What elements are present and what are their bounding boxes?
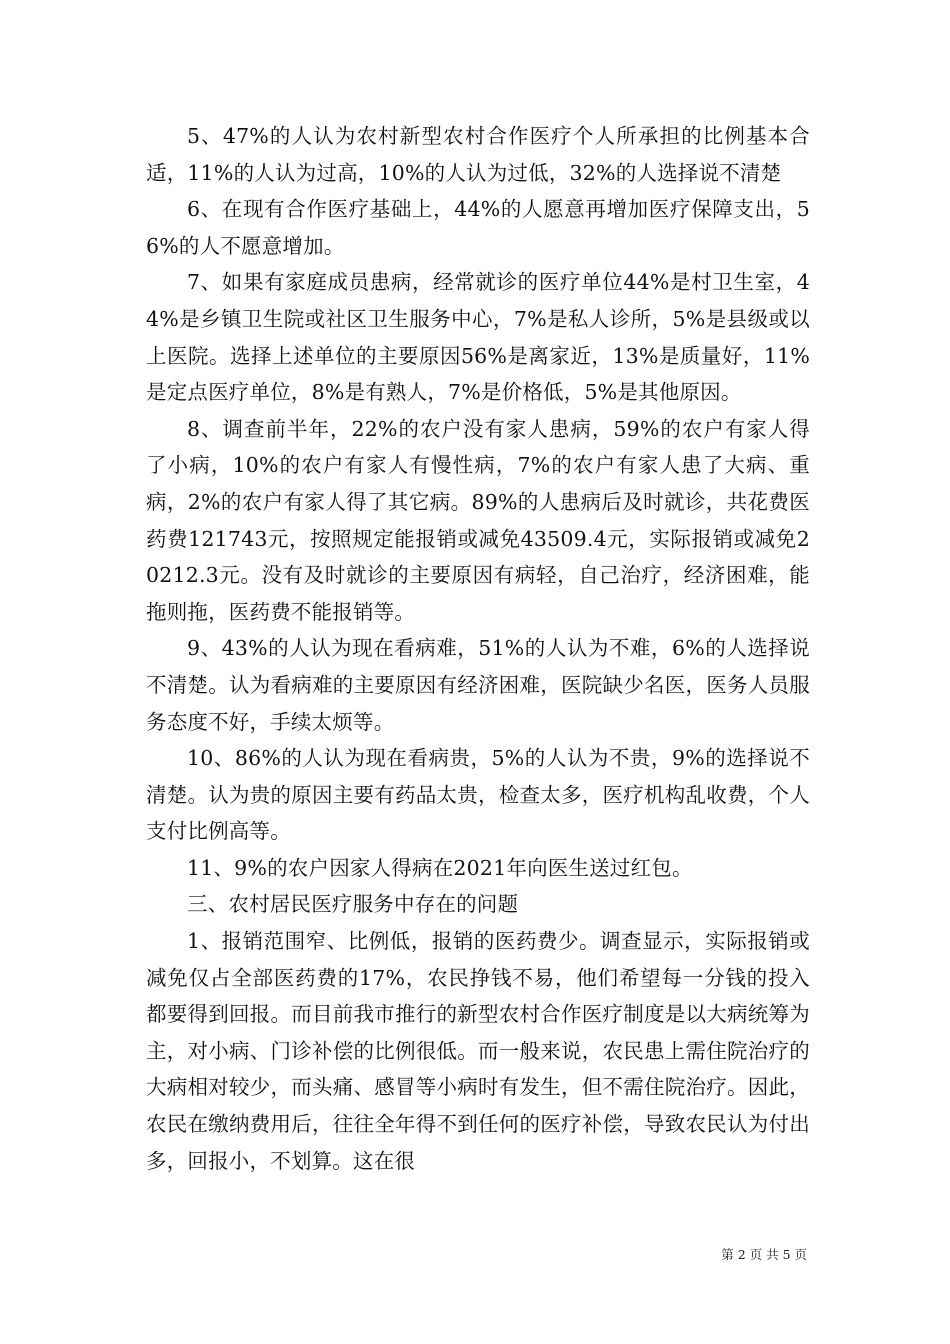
paragraph-item-9: 9、43%的人认为现在看病难，51%的人认为不难，6%的人选择说不清楚。认为看病难的主要原因有经济困难，医院缺少名医，医务人员服务态度不好，手续太烦等。 xyxy=(146,636,810,734)
paragraph-item-7: 7、如果有家庭成员患病，经常就诊的医疗单位44%是村卫生室，44%是乡镇卫生院或社区卫生服务中心，7%是私人诊所，5%是县级或以上医院。选择上述单位的主要原因56%是离家近，13%是质量好，11%是定点医疗单位，8%是有熟人，7%是价格低，5%是其他原因。 xyxy=(146,270,810,405)
page-number: 第 2 页 共 5 页 xyxy=(721,1247,807,1262)
paragraph-item-5: 5、47%的人认为农村新型农村合作医疗个人所承担的比例基本合适，11%的人认为过高，10%的人认为过低，32%的人选择说不清楚 xyxy=(146,124,810,185)
paragraph-item-6: 6、在现有合作医疗基础上，44%的人愿意再增加医疗保障支出，56%的人不愿意增加。 xyxy=(146,197,810,258)
paragraph-issue-1: 1、报销范围窄、比例低，报销的医药费少。调查显示，实际报销或减免仅占全部医药费的17%，农民挣钱不易，他们希望每一分钱的投入都要得到回报。而目前我市推行的新型农村合作医疗制度是以大病统筹为主，对小病、门诊补偿的比例很低。而一般来说，农民患上需住院治疗的大病相对较少，而头痛、感冒等小病时有发生，但不需住院治疗。因此，农民在缴纳费用后，往往全年得不到任何的医疗补偿，导致农民认为付出多，回报小，不划算。这在很 xyxy=(146,929,810,1173)
paragraph-item-11: 11、9%的农户因家人得病在2021年向医生送过红包。 xyxy=(187,855,693,880)
body-text xyxy=(146,118,810,1179)
section-heading: 三、农村居民医疗服务中存在的问题 xyxy=(187,892,519,917)
paragraph-item-8: 8、调查前半年，22%的农户没有家人患病，59%的农户有家人得了小病，10%的农户有家人有慢性病，7%的农户有家人患了大病、重病，2%的农户有家人得了其它病。89%的人患病后及时就诊，共花费医药费121743元，按照规定能报销或减免43509.4元，实际报销或减免20212.3元。没有及时就诊的主要原因有病轻，自己治疗，经济困难，能拖则拖，医药费不能报销等。 xyxy=(146,416,810,624)
paragraph-item-10: 10、86%的人认为现在看病贵，5%的人认为不贵，9%的选择说不清楚。认为贵的原因主要有药品太贵，检查太多，医疗机构乱收费，个人支付比例高等。 xyxy=(146,746,810,844)
